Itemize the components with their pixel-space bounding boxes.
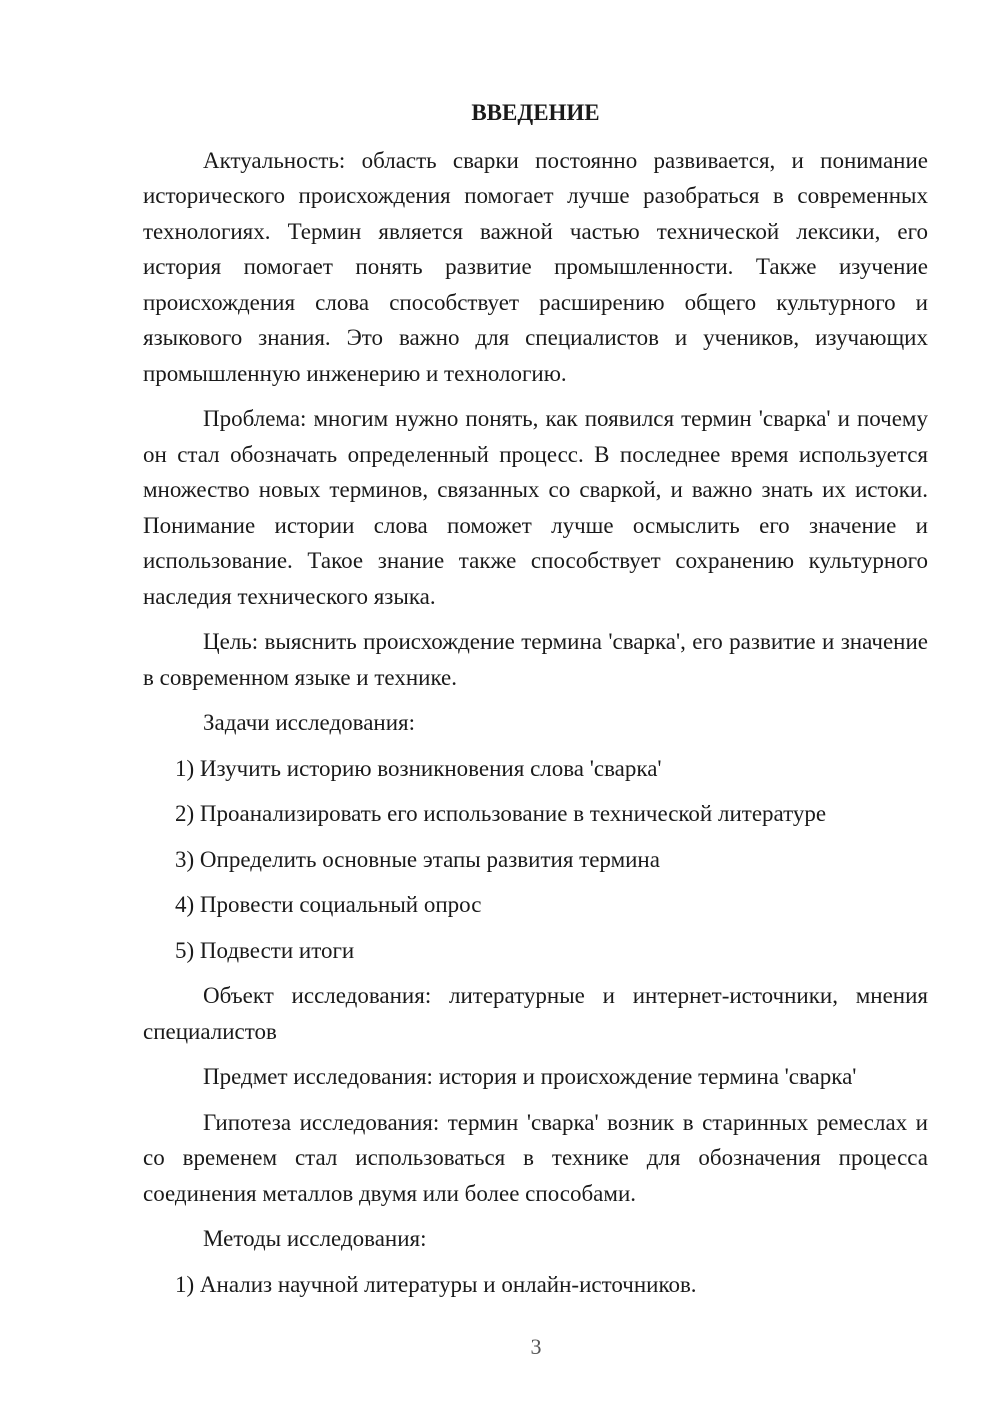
- document-page: [143, 95, 928, 1312]
- hypothesis-paragraph: Гипотеза исследования: термин 'сварка' возник в старинных ремеслах и со временем стал использоваться в технике для обозначения процесса соединения металлов двумя или более способами.: [143, 1109, 928, 1206]
- page-number: 3: [530, 1334, 542, 1359]
- task-item: 4) Провести социальный опрос: [175, 892, 482, 917]
- task-item: 1) Изучить историю возникновения слова 'сварка': [175, 755, 662, 781]
- task-item: 5) Подвести итоги: [175, 937, 355, 963]
- tasks-heading: Задачи исследования:: [203, 710, 416, 735]
- task-item: 2) Проанализировать его использование в технической литературе: [175, 801, 827, 826]
- object-paragraph: Объект исследования: литературные и интернет-источники, мнения специалистов: [143, 983, 928, 1044]
- subject-paragraph: Предмет исследования: история и происхождение термина 'сварка': [203, 1064, 857, 1089]
- page-title: ВВЕДЕНИЕ: [471, 100, 600, 125]
- relevance-paragraph: Актуальность: область сварки постоянно развивается, и понимание исторического происхождения помогает лучше разобраться в современных технологиях. Термин является важной частью технической лексики, его история помогает понять развитие промышленности. Также изучение происхождения слова способствует расширению общего культурного и языкового знания. Это важно для специалистов и учеников, изучающих промышленную инженерию и технологию.: [143, 147, 928, 386]
- methods-heading: Методы исследования:: [203, 1226, 427, 1251]
- problem-paragraph: Проблема: многим нужно понять, как появился термин 'сварка' и почему он стал обозначать определенный процесс. В последнее время используется множество новых терминов, связанных со сваркой, и важно знать их истоки. Понимание истории слова поможет лучше осмыслить его значение и использование. Такое знание также способствует сохранению культурного наследия технического языка.: [143, 406, 928, 609]
- goal-paragraph: Цель: выяснить происхождение термина 'сварка', его развитие и значение в современном языке и технике.: [143, 629, 928, 690]
- method-item: 1) Анализ научной литературы и онлайн-источников.: [175, 1271, 697, 1297]
- task-item: 3) Определить основные этапы развития термина: [175, 846, 660, 872]
